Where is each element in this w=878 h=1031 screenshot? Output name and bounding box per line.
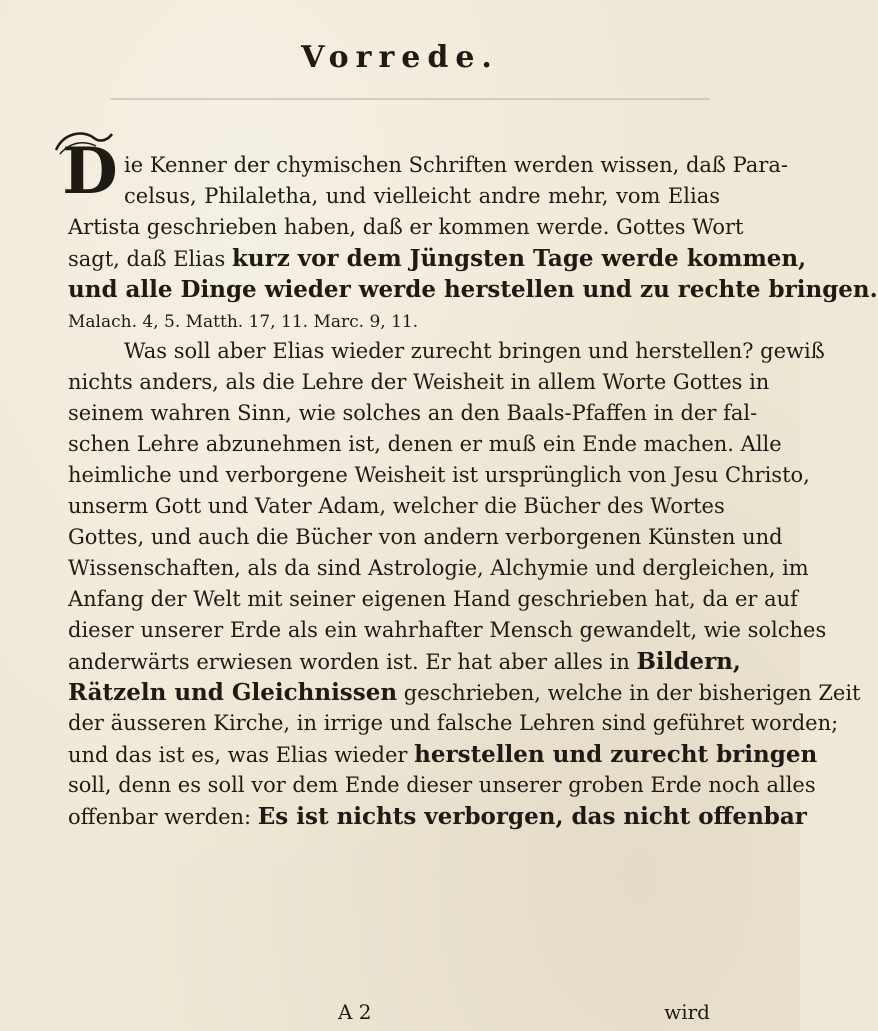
text-segment: offenbar werden: [68, 805, 258, 829]
emphasized-text: Rätzeln und Gleichnissen [68, 679, 398, 706]
text-line [68, 522, 783, 553]
text-segment: anderwärts erwiesen worden ist. Er hat aber alles in [68, 650, 637, 674]
text-segment: nichts anders, als die Lehre der Weisheit in allem Worte Gottes in [68, 370, 770, 394]
text-line [68, 770, 816, 801]
text-line [68, 305, 720, 336]
emphasized-text: kurz vor dem Jüngsten Tage werde kommen, [231, 245, 807, 272]
text-segment: dieser unserer Erde als ein wahrhafter Mensch gewandelt, wie solches [68, 618, 827, 642]
text-segment: heimliche und verborgene Weisheit ist ursprünglich von Jesu Christo, [68, 463, 810, 487]
text-line [68, 677, 861, 708]
text-line [68, 150, 788, 181]
text-line [68, 429, 782, 460]
text-segment: schen Lehre abzunehmen ist, denen er muß ein Ende machen. Alle [68, 432, 782, 456]
heading-divider [110, 98, 710, 100]
initial-letter [62, 134, 118, 209]
text-segment: Malach. 4, 5. Matth. 17, 11. Marc. 9, 11. [68, 312, 419, 332]
emphasized-text: Bildern, [636, 648, 741, 675]
text-line [68, 584, 798, 615]
emphasized-text: herstellen und zurecht bringen [414, 741, 818, 768]
text-segment: geschrieben, welche in der bisherigen Zeit [397, 681, 861, 705]
text-line [68, 553, 809, 584]
text-line [68, 181, 720, 212]
text-segment: soll, denn es soll vor dem Ende dieser unserer groben Erde noch alles [68, 773, 816, 797]
emphasized-text: und alle Dinge wieder werde herstellen und zu rechte bringen. [68, 276, 878, 303]
text-segment: ie Kenner der chymischen Schriften werden wissen, daß Para- [124, 153, 788, 177]
text-line [68, 646, 741, 677]
preface-text [62, 134, 878, 832]
page-heading: Vorrede. [301, 40, 499, 75]
text-line [68, 739, 818, 770]
text-segment: Anfang der Welt mit seiner eigenen Hand geschrieben hat, da er auf [68, 587, 798, 611]
text-segment: Artista geschrieben haben, daß er kommen werde. Gottes Wort [68, 215, 744, 239]
text-segment: und das ist es, was Elias wieder [68, 743, 415, 767]
text-line [68, 708, 839, 739]
text-line [68, 460, 810, 491]
text-line [68, 398, 758, 429]
page-footer [68, 1000, 720, 1028]
signature-mark: A 2 [338, 1000, 372, 1024]
catchword: wird [664, 1000, 710, 1024]
text-line [68, 212, 744, 243]
initial-letter-glyph: D [62, 134, 118, 209]
text-line [68, 801, 807, 832]
text-segment: Was soll aber Elias wieder zurecht bringen und herstellen? gewiß [124, 339, 825, 363]
text-line [68, 243, 807, 274]
text-line [68, 491, 725, 522]
text-segment: sagt, daß Elias [68, 247, 232, 271]
initial-ornament-icon [50, 128, 118, 158]
emphasized-text: Es ist nichts verborgen, das nicht offenbar [257, 803, 807, 830]
text-segment: Gottes, und auch die Bücher von andern verborgenen Künsten und [68, 525, 783, 549]
text-segment: seinem wahren Sinn, wie solches an den Baals-Pfaffen in der fal- [68, 401, 758, 425]
text-segment: celsus, Philaletha, und vielleicht andre mehr, vom Elias [124, 184, 720, 208]
text-line [68, 336, 825, 367]
text-segment: Wissenschaften, als da sind Astrologie, Alchymie und dergleichen, im [68, 556, 809, 580]
text-segment: der äusseren Kirche, in irrige und falsche Lehren sind geführet worden; [68, 711, 839, 735]
text-line [68, 274, 878, 305]
text-line [68, 615, 827, 646]
text-segment: unserm Gott und Vater Adam, welcher die Bücher des Wortes [68, 494, 725, 518]
text-line [68, 367, 770, 398]
